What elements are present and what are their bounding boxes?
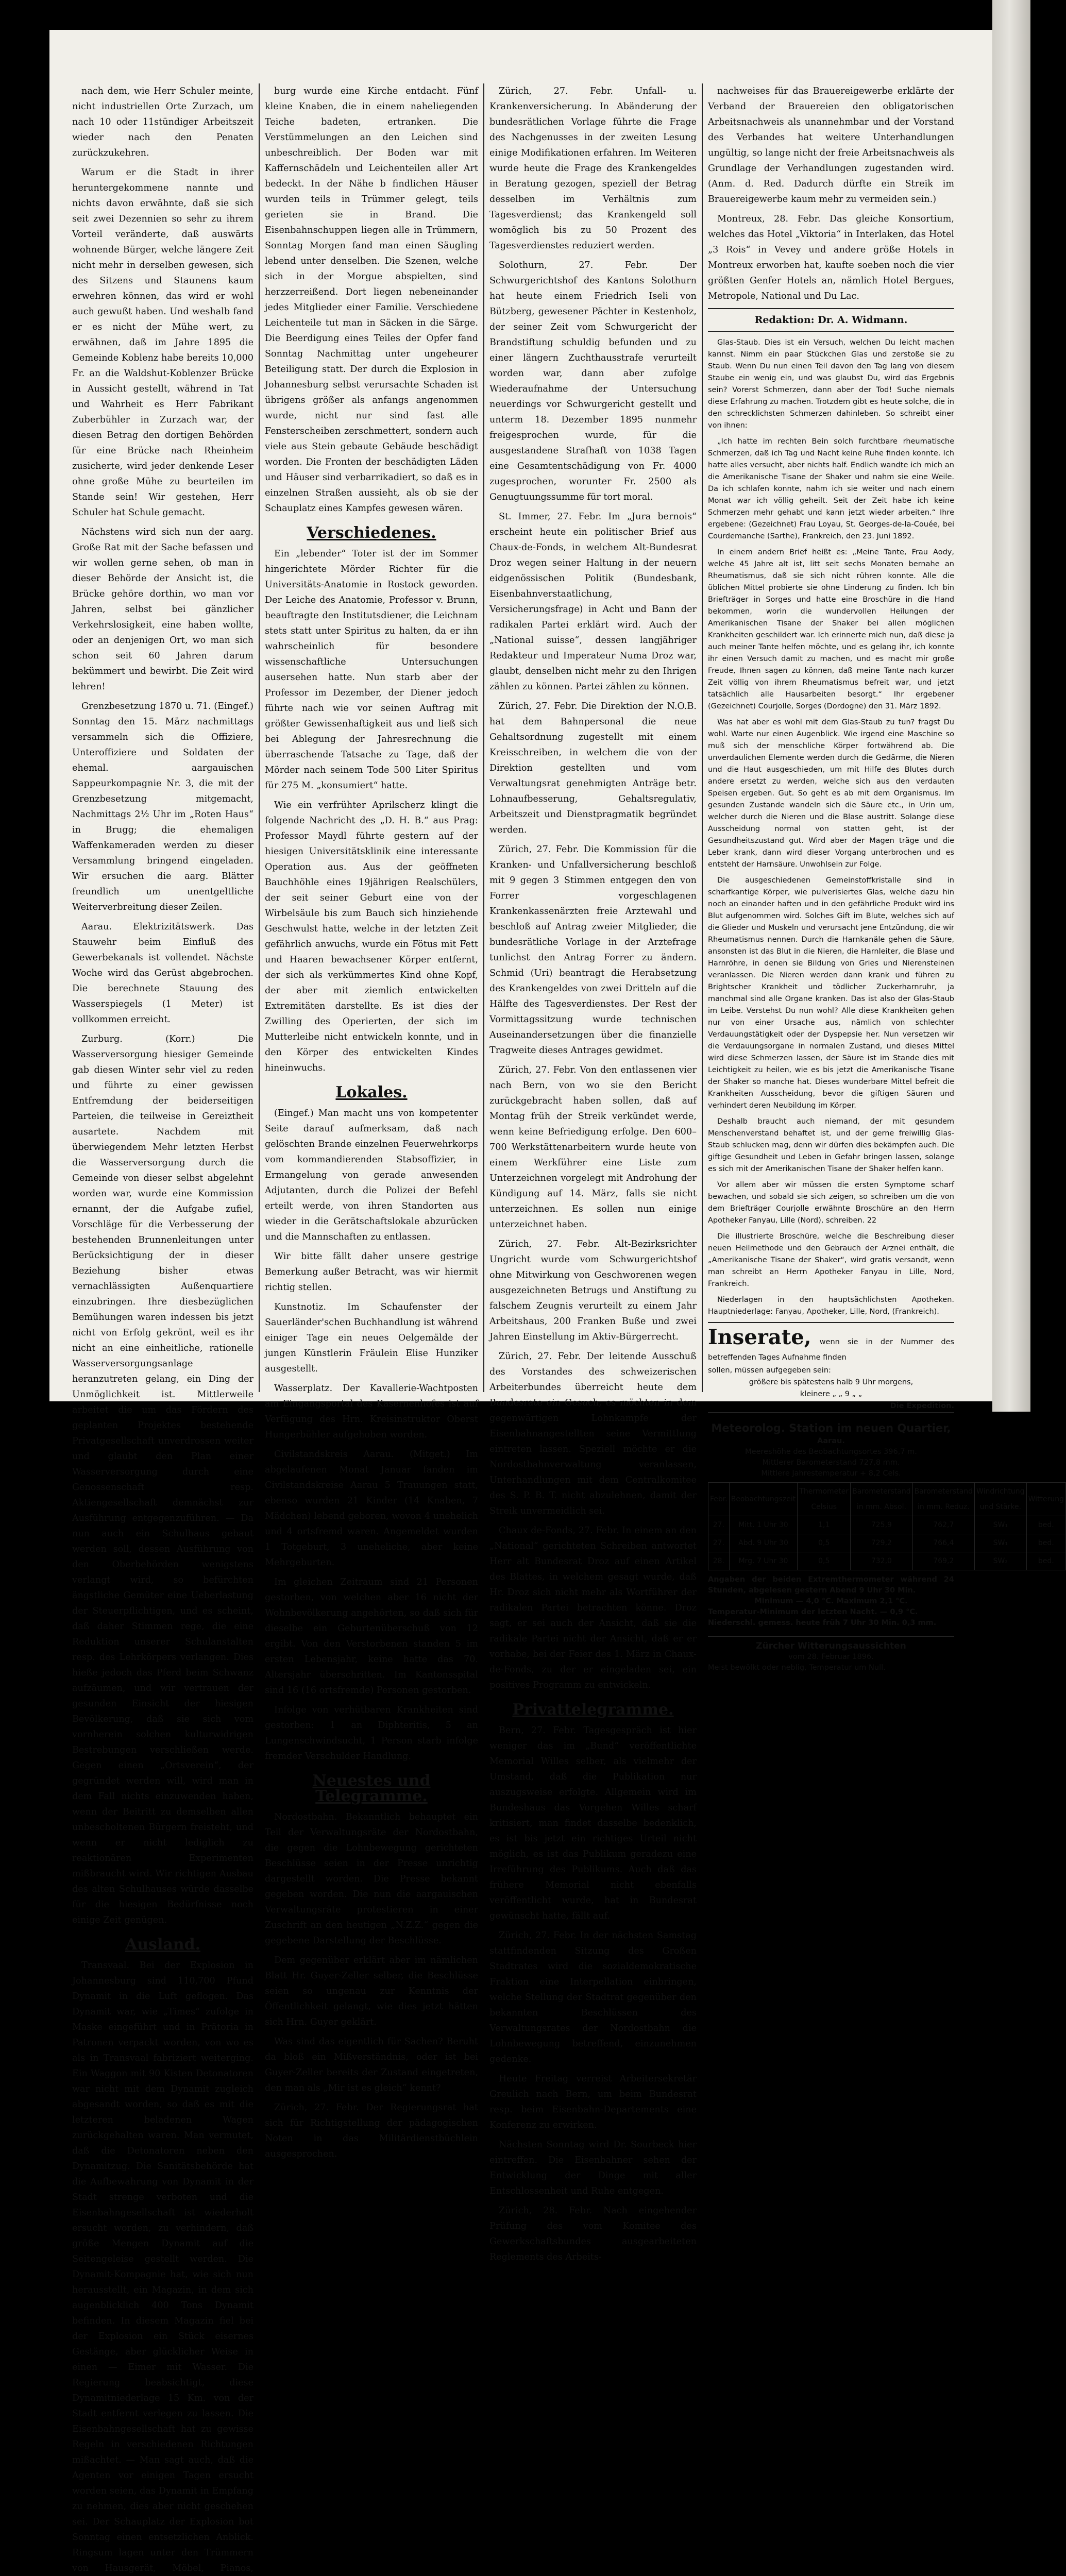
table-cell: SW₁ — [975, 1516, 1027, 1534]
article-paragraph: Wasserplatz. Der Kavallerie-Wachtposten am Eingangsportal des Kasernenhofes ist auf Verfügung des Hrn. Kreisinstruktor Oberst Hungerbühler aufgehoben worden. — [265, 1383, 478, 1440]
table-cell: 1,1 — [798, 1516, 851, 1534]
article-paragraph: Zürich, 27. Febr. Von den entlassenen vier nach Bern, von wo sie den Bericht zurückgebracht haben sollen, daß auf Montag früh der Streik verkündet werde, wenn keine Befriedigung erfolge. Den 600–700 Werkstättenarbeitern wurde heute von einem Werkführer eine Liste zum Unterzeichnen vorgelegt mit Androhung der Kündigung auf 14. März, falls sie nicht unterzeichnen. Es sollen nun einige unterzeichnet haben. — [489, 1065, 697, 1230]
article-paragraph: (Eingef.) Man macht uns von kompetenter Seite darauf aufmerksam, daß nach gelöschten Brande einzelnen Feuerwehrkorps vom kommandierenden Stabsoffizier, in Ermangelung von gerade anwesenden Adjutanten, durch die Polizei der Befehl erteilt werde, von ihren Standorten aus wieder in die Gerätschaftslokale abzurücken und die Mannschaften zu entlassen. — [265, 1108, 478, 1242]
table-cell: 729,2 — [851, 1534, 912, 1552]
article-paragraph: Kunstnotiz. Im Schaufenster der Sauerländer'schen Buchhandlung ist während einiger Tage ein neues Oelgemälde der jungen Künstlerin Fräulein Elise Hunziker ausgestellt. — [265, 1302, 478, 1374]
ad-paragraph: Die ausgeschiedenen Gemeinstoffkristalle sind in scharfkantige Körper, wie pulverisiertes Glas, welche dazu hin noch an einander haften und in den gefährliche Produkt wird ins Blut aufgenommen wird. Solches Gift im Blute, welches sich auf die Glieder und Muskeln und verursacht jene Entzündung, die wir Rheumatismus nennen. Durch die Harnkanäle gehen die Säure, ansonsten ist das Blut in die Nieren, die Harnleiter, die Blase und Harnröhre, in denen sie Bildung von Gries und Nierensteinen veranlassen. Die Nieren werden dann krank und führen zu Brightscher Krankheit und tödlicher Zuckerharnruhr, ja manchmal sind alle Organe kranken. Das ist also der Glas-Staub im Leibe. Verstehst Du nun wohl? Alle diese Krankheiten gehen nur von einer Ursache aus, nämlich von schlechter Verdauungstätigkeit oder der Dyspepsie her. Nun versetzen wir die Verdauungsorgane in normalen Zustand, und dieses Mittel wird diese Schmerzen lassen, der Säure ist im Stande dies mit Leichtigkeit zu heilen, wie es bis jetzt die Amerikanische Tisane der Shaker so manche hat. Dieses wunderbare Mittel befreit die Krankheiten Ausscheidung, bevor die giftigen Säuren und verhindert deren Neubildung im Körper. — [708, 876, 954, 1110]
page-edge — [992, 0, 1030, 1412]
table-cell: 732,0 — [851, 1552, 912, 1570]
inserate-notice — [708, 1322, 954, 1412]
table-header-row — [708, 1483, 1066, 1516]
inserate-title: Inserate, — [708, 1325, 811, 1349]
table-cell: 725,9 — [851, 1516, 912, 1534]
ad-paragraph: Deshalb braucht auch niemand, der mit gesundem Menschenverstand behaftet ist, und der gerne freiwillig Glas-Staub schlucken mag, denn wir dürfen dies bekämpfen auch. Die giftige Gesundheit und Leben in Gefahr bringen lassen, solange es sich mit der Amerikanischen Tisane der Shaker helfen kann. — [708, 1117, 954, 1173]
article-paragraph: Zürich, 27. Febr. In der nächsten Samstag stattfindenden Sitzung des Großen Stadtrates wird die sozialdemokratische Fraktion eine Interpellation einbringen, welche Stellung der Stadtrat gegenüber den bekannten Beschlüssen des Verwaltungsrates der Nordostbahn die Lohnbewegung betreffend, einzunehmen gedenke. — [489, 1930, 697, 2064]
weather-station — [708, 1412, 1064, 1673]
station-place: Aarau. — [817, 1437, 845, 1445]
col1-articles — [72, 83, 253, 1928]
forecast-box — [708, 1636, 954, 1673]
table-row — [708, 1534, 1066, 1552]
article-paragraph: Zürich, 27. Febr. Die Direktion der N.O.B. hat dem Bahnpersonal die neue Gehaltsordnung zugestellt mit einem Kreisschreiben, in welchem die von der Direktion gestellten und vom Verwaltungsrat genehmigten Anträge betr. Lohnaufbesserung, Gehaltsregulativ, Arbeitszeit und Dienstpragmatik begründet werden. — [489, 701, 697, 835]
editor-line: Redaktion: Dr. A. Widmann. — [708, 308, 954, 332]
section-heading-neuestes: Neuestes und Telegramme. — [312, 1772, 431, 1805]
table-cell: bed. — [1026, 1534, 1065, 1552]
inserate-line: wenn sie in der Nummer des betreffenden Tages Aufnahme finden — [708, 1338, 955, 1362]
table-row — [708, 1516, 1066, 1534]
ad-paragraph: Vor allem aber wir müssen die ersten Symptome scharf bewachen, und sobald sie sich zeigen, so schreiben um die von dem Briefträger Courjolle erwähnte Broschüre an den Herrn Apotheker Fanyau, Lille (Nord), schreiben. 22 — [708, 1181, 954, 1225]
forecast-text: Meist bewölkt oder neblig, Temperatur um Null. — [708, 1664, 886, 1672]
article-paragraph: Zurburg. (Korr.) Die Wasserversorgung hiesiger Gemeinde gab diesen Winter sehr viel zu reden und führte zu einer gewissen Entfremdung der beiderseitigen Parteien, die teilweise in Gereiztheit ausartete. Nachdem mit überwiegendem Mehr letzten Herbst die Wasserversorgung durch die Gemeinde von dieser selbst abgelehnt worden war, wurde eine Kommission ernannt, der die Aufgabe zufiel, Vorschläge für die Verbesserung der bestehenden Brunnenleitungen unter Berücksichtigung der in dieser Beziehung bisher etwas vernachlässigten Außenquartiere einzubringen. Ihre diesbezüglichen Bemühungen waren indessen bis jetzt nicht von Erfolg gekrönt, weil es ihr nicht an eine einheitliche, rationelle Wasserversorgungsanlage heranzutreten gelang, ein Ding der Unmöglichkeit ist. Mittlerweile arbeitet die um das Fördern des geplanten Projektes bestehende Privatgesellschaft unverdrossen weiter und glaubt den Plan einer Wasserversorgung durch eine Genossenschaft resp. Aktiengesellschaft demnächst zur Ausführung entgegenzuführen. — Da nun auch ein Schulhaus gebaut werden soll, dessen Ausführung von den Oberbehörden wenigstens verlangt wird, so befürchten ängstliche Gemüter eine Ueberlastung der Steuerpflichtigen, und es scheint, daß daher Stimmen rege, die eine Reduktion unserer Schulanstalten resp. des Lehrkörpers verlangen. Dies hieße jedoch das Pferd beim Schwanz aufzäumen, und wir vertrauen der gesunden Einsicht der hiesigen Bevölkerung, daß sie sich vom vornherein solchen kulturwidrigen Bestrebungen verschließen werde. Gegen einen „Ortsverein“, der gegründet werden will, wird man in dem Fall nichts einzuwenden haben, wenn der Beitritt zu demselben allen unbescholtenen Bürgern freisteht, und wenn er nicht lediglich zu reaktionären Experimenten mißbraucht wird. Wir richtigen Ausbau des alten Schulhauses würde dasselbe für die hiesigen Bedürfnisse noch einige Zeit genügen. — [72, 1034, 253, 1925]
article-paragraph: Heute Freitag verreist Arbeitersekretär Greulich nach Bern, um beim Bundesrat resp. beim Eisenbahn-Departements eine Konferenz zu erwirken. — [489, 2074, 697, 2130]
ad-paragraph: „Ich hatte im rechten Bein solch furchtbare rheumatische Schmerzen, daß ich Tag und Nacht keine Ruhe finden konnte. Ich hatte alles versucht, aber nichts half. Endlich wandte ich mich an die Amerikanische Tisane der Shaker und nahm sie eine Weile. Da ich schlafen konnte, nahm ich sie weiter und nach einem Monat war ich völlig geheilt. Seit der Zeit habe ich keine Schmerzen mehr gehabt und kann jetzt wieder arbeiten.“ Ihre ergebene: (Gezeichnet) Frau Loyau, St. Georges-de-la-Couée, bei Courdemanche (Sarthe), Frankreich, den 23. Juni 1892. — [708, 437, 954, 540]
station-line: Mittlere Jahrestemperatur + 8,2 Cels. — [761, 1469, 901, 1478]
inserate-line: größere bis spätestens halb 9 Uhr morgens, — [749, 1378, 913, 1386]
section-heading-lokales: Lokales. — [335, 1083, 408, 1101]
table-cell: 0,5 — [798, 1552, 851, 1570]
table-cell: 27. — [708, 1516, 730, 1534]
article-paragraph: Dem gegenüber erklärt aber im nämlichen Blatt Hr. Guyer-Zeller selber, die Beschlüsse seien so ungenau zur Kenntnis der Öffentlichkeit gelangt, wie dies jetzt hätten sich Hrn. Guyer geklärt. — [265, 1955, 478, 2027]
article-paragraph: nach dem, wie Herr Schuler meinte, nicht industriellen Orte Zurzach, um nach 10 oder 11stündiger Arbeitszeit wieder nach den Penaten zurückzukehren. — [72, 86, 253, 158]
article-paragraph: Solothurn, 27. Febr. Der Schwurgerichtshof des Kantons Solothurn hat heute einem Friedrich Iseli von Bützberg, gewesener Pächter in Kestenholz, der seiner Zeit vom Schwurgericht der Brandstiftung schuldig befunden und zu einer längern Zuchthausstrafe verurteilt worden war, dann aber zufolge Wiederaufnahme der Untersuchung neuerdings vor Schwurgericht gestellt und unterm 18. Dezember 1895 nunmehr freigesprochen wurde, für die ausgestandene Strafhaft von 1038 Tagen eine Gesamtentschädigung von Fr. 4000 zugesprochen, worunter Fr. 2500 als Genugtuungssumme für tort moral. — [489, 260, 697, 502]
article-paragraph: Zürich, 27. Febr. Der Regierungsrat hat sich für Richtigstellung der pädagogischen Noten in das Militärdienstbüchlein ausgesprochen. — [265, 2103, 478, 2159]
station-notes — [708, 1574, 954, 1629]
ad-paragraph: Niederlagen in den hauptsächlichsten Apotheken. Hauptniederlage: Fanyau, Apotheker, Lille, Nord, (Frankreich). — [708, 1296, 954, 1316]
weather-table — [708, 1482, 1066, 1570]
article-paragraph: Wie ein verfrühter Aprilscherz klingt die folgende Nachricht des „D. H. B.“ aus Prag: Professor Maydl führte gestern auf der hiesigen Universitätsklinik eine interessante Operation aus. Aus der geöffneten Bauchhöhle eines 19jährigen Realschülers, der seit seiner Geburt eine von der Wirbelsäule bis zum Bauch sich hinziehende Geschwulst hatte, welche in der letzten Zeit gefährlich anwuchs, wurde ein Fötus mit Fett und Haaren bewachsener Körper entfernt, der sich als verkümmertes Kind ohne Kopf, der aber mit ziemlich entwickelten Extremitäten darstellte. Es ist dies der Zwilling des Operierten, der sich im Mutterleibe nicht entwickeln konnte, und in den Körper des entwickelten Kindes hineinwuchs. — [265, 800, 478, 1073]
column-1 — [72, 83, 253, 2573]
article-paragraph: Zürich, 27. Febr. Unfall- u. Krankenversicherung. In Abänderung der bundesrätlichen Vorlage führte die Frage des Nachgenusses in der zweiten Lesung einige Modifikationen erfahren. Im Weiteren wurde heute die Frage des Krankengeldes in Beratung gezogen, speziell der Betrag desselben im Verhältnis zum Tagesverdienst; das Krankengeld soll womöglich bis zu 50 Prozent des Tagesverdienstes reduziert werden. — [489, 86, 697, 251]
column-4 — [708, 83, 1064, 1672]
section-heading-verschiedenes: Verschiedenes. — [307, 524, 436, 542]
table-cell: Mitt. 1 Uhr 30 — [729, 1516, 798, 1534]
column-rule — [702, 83, 703, 1392]
table-cell: 0,5 — [798, 1534, 851, 1552]
table-header: Barometerstand in mm. Reduz. — [912, 1483, 974, 1516]
table-header: Febr. — [708, 1483, 730, 1516]
article-paragraph: Zürich, 27. Febr. Alt-Bezirksrichter Ungricht wurde vom Schwurgerichtshof ohne Mitwirkung von Geschworenen wegen ausgezeichneten Betrugs und Anstiftung zu falschem Zeugnis verurteilt zu einem Jahr Arbeitshaus, 200 Franken Buße und zwei Jahren Einstellung im Aktiv-Bürgerrecht. — [489, 1239, 697, 1342]
article-paragraph: Nächstens wird sich nun der aarg. Große Rat mit der Sache befassen und wir wollen gerne sehen, ob man in dieser Behörde der Ansicht ist, die Brücke gehöre dorthin, wo man vor Jahren, selbst bei gänzlicher Verkehrslosigkeit, eine haben wollte, oder an denjenigen Ort, wo man sich schon seit 60 Jahren darum bekümmert und bewirbt. Die Zeit wird lehren! — [72, 527, 253, 692]
column-3 — [489, 83, 697, 2262]
article-paragraph: Zürich, 27. Febr. Die Kommission für die Kranken- und Unfallversicherung beschloß mit 9 gegen 3 Stimmen entgegen den von Forrer vorgeschlagenen Krankenkassenärzten freie Arztewahl und beschloß auf Antrag zweier Mitglieder, die bundesrätliche Vorlage in der Arztefrage tunlichst den Antrag Forrer zu ändern. Schmid (Uri) beantragt die Herabsetzung des Krankengeldes von zwei Dritteln auf die Hälfte des Tagesverdienstes. Der Rest der Vormittagssitzung wurde technischen Auseinandersetzungen über die finanzielle Tragweite dieses Antrages gewidmet. — [489, 844, 697, 1056]
table-row — [708, 1552, 1066, 1570]
table-header: Barometerstand in mm. Absol. — [851, 1483, 912, 1516]
station-note: Angaben der beiden Extremthermometer während 24 Stunden, abgelesen gestern Abend 9 Uhr 30 Min. — [708, 1575, 954, 1595]
article-paragraph: Aarau. Elektrizitätswerk. Das Stauwehr beim Einfluß des Gewerbekanals ist vollendet. Nächste Woche wird das Gerüst abgebrochen. Die berechnete Stauung des Wasserspiegels (1 Meter) ist vollkommen erreicht. — [72, 922, 253, 1025]
station-note: Niederschl. gemess. heute früh 7 Uhr 30 Min. 0,3 mm. — [708, 1619, 937, 1627]
article-paragraph: burg wurde eine Kirche entdacht. Fünf kleine Knaben, die in einem naheliegenden Teiche badeten, ertranken. Die Verstümmelungen an den Leichen sind unbeschreiblich. Der Boden war mit Kaffernschädeln und Leichenteilen aller Art bedeckt. In der Nähe b findlichen Häuser wurden teils in Trümmer gelegt, teils gerieten sie in Brand. Die Eisenbahnschuppen liegen alle in Trümmern, Sonntag Morgen fand man einen Säugling lebend unter denselben. Die Szenen, welche sich in der Morgue abspielten, sind herzzerreißend. Dort liegen nebeneinander jedes Mitglieder einer Familie. Verschiedene Leichenteile tut man in Säcken in die Särge. Die Beerdigung eines Teiles der Opfer fand Sonntag Nachmittag unter ungeheurer Beteiligung statt. Der durch die Explosion in Johannesburg selbst verursachte Schaden ist übrigens größer als anfangs angenommen wurde, nicht nur sind fast alle Fensterscheiben zerschmettert, sondern auch viele aus Stein gebaute Gebäude beschädigt worden. Die Fronten der beschädigten Läden und Häuser sind verbarrikadiert, so daß es in einzelnen Straßen aussieht, als ob sie der Schauplatz eines Kampfes gewesen wären. — [265, 86, 478, 514]
forecast-date: vom 28. Februar 1896. — [788, 1653, 874, 1661]
newspaper-page — [49, 30, 1064, 2573]
article-paragraph: Civilstandskreis Aarau. (Mitget.) Im abgelaufenen Monat Januar fanden im Civilstandskreise Aarau 5 Trauungen statt, ebenso wurden 21 Kinder (14 Knaben, 7 Mädchen) lebend geboren, wovon 4 unehelich und 4 ortsfremd waren. Angemeldet wurden 1 Totgeburt, 3 uneheliche, aber keine Mehrgeburten. — [265, 1449, 478, 1568]
station-line: Mittlerer Barometerstand 727,8 mm. — [762, 1459, 900, 1467]
ad-paragraph: In einem andern Brief heißt es: „Meine Tante, Frau Aody, welche 45 Jahre alt ist, litt seit sechs Monaten bernahe an Rheumatismus, daß sie sich nicht rühren konnte. Alle die üblichen Mittel probierte sie ohne Linderung zu finden. Ich bin Briefträger in Sorges und hatte eine Broschüre in die Hand bekommen, worin die wundervollen Heilungen der Amerikanischen Tisane der Shaker bei allen möglichen Krankheiten geschildert war. Ich erinnerte mich nun, daß diese ja auch meiner Tante helfen möchte, und es gelang ihr, ich konnte ihr einen Versuch damit zu machen, und es macht mir große Freude, Ihnen sagen zu können, daß meine Tante nach kurzer Zeit völlig von ihrem Rheumatismus befreit war, und jetzt tatsächlich alle Hausarbeiten besorgt.“ Ihr ergebener (Gezeichnet) Courjolle, Sorges (Dordogne) den 31. März 1892. — [708, 548, 954, 710]
article-paragraph: Bern, 27. Febr. Tagesgespräch ist hier weniger das im „Bund“ veröffentlichte Memorial Willes selber, als vielmehr der Umstand, daß die Publikation nur auszugsweise erfolgte. Allgemein wird im Bundeshaus das Vorgehen Willes scharf kritisiert, man findet dasselbe bedenklich, es ist bis jetzt ein richtiges Urteil nicht möglich, es ist das Publikum geradezu eine Irreführung des Publikums. Auch daß das frühere Memorial nicht ebenfalls veröffentlicht wurde, hat in Bundesrat gewünscht hatte, fällt auf. — [489, 1725, 697, 1921]
table-cell: bed. — [1026, 1516, 1065, 1534]
advertisement-glas-staub — [708, 337, 954, 1318]
inserate-line: kleinere „ „ 9 „ „ — [800, 1390, 862, 1398]
article-paragraph: Nächsten Sonntag wird Dr. Sourbeck hier eintreffen. Die Eisenbahner sehen der Entwicklung der Dinge mit aller Entschlossenheit und Ruhe entgegen. — [489, 2140, 697, 2196]
article-paragraph: Wir bitte fällt daher unsere gestrige Bemerkung außer Betracht, was wir hiermit richtig stellen. — [265, 1251, 478, 1293]
table-header: Beobachtungszeit — [729, 1483, 798, 1516]
article-paragraph: Transvaal. Bei der Explosion in Johannesburg sind 110,700 Pfund Dynamit in die Luft geflogen. Das Dynamit war, wie „Times“ zufolge in Maske eingeführt und in Prätoria in Patronen verpackt worden, von wo es als in Transvaal fabriziert weiterging. Ein Waggon mit 90 Kisten Detonatoren war nicht mit dem Dynamit zugleich abgesandt worden, so daß es mit die letzteren beladenen Wagen zurückgehalten waren. Man vermutet, daß die Detonatoren neben den Dynamitzug. Die Sanitätsbehörde hat die Aufbewahrung von Dynamit in der Stadt strenge verboten und die Eisenbahngesellschaft ist wiederholt ersucht worden, zu verhindern, daß größe Mengen Dynamit auf die Seitengeleise gestellt werden. Die Dynamit-Kompagnie hat, wie sich nun herausstellt, ein Magazin, in dem sich augenblicklich 400 Tons Dynamit befinden. In diesem Magazin fiel bei der Explosion ein Stück eisernes Gestänge, aber glücklicher Weise in einen — Eimer mit Wasser. Die Regierung beabsichtigt, diese Dynamitniederlage 15 Km. von der Stadt entfernt verlegen zu lassen. Die Eisenbahngesellschaft hat zu gewisse Regeln in verschiedenen Richtungen mißachtet. — Man sagt auch, daß die Agenten vor einigen Tagen ersucht worden seien, das Dynamit in Empfang zu nehmen, dies aber nicht geschehen sei. Der Schauplatz der Explosion bot Sonntag einen entsetzlichen Anblick. Ringsum lagen unter den Trümmern von Hausgerät, Möbel, Pianos, — [72, 1960, 253, 2573]
article-paragraph: Montreux, 28. Febr. Das gleiche Konsortium, welches das Hotel „Viktoria“ in Interlaken, das Hotel „3 Rois“ in Vevey und andere größe Hotels in Montreux erworben hat, kaufte soeben noch die vier größten Genfer Hotels an, nämlich Hotel Bergues, Metropole, National und Du Lac. — [708, 214, 954, 301]
section-heading-ausland: Ausland. — [125, 1936, 201, 1954]
station-note: Temperatur-Minimum der letzten Nacht. — 0,9 °C. — [708, 1608, 918, 1616]
article-paragraph: Zürich, 28. Febr. Nach eingehender Prüfung des vom Komitee des Gewerkschaftsbundes ausgearbeiteten Reglements des Arbeits- — [489, 2206, 697, 2262]
inserate-line: sollen, müssen aufgegeben sein: — [708, 1366, 831, 1375]
table-header: Witterung — [1026, 1483, 1065, 1516]
ad-paragraph: Die illustrierte Broschüre, welche die Beschreibung dieser neuen Heilmethode und den Gebrauch der Arznei enthält, die „Amerikanische Tisane der Shaker“, wird gratis versandt, wenn man schreibt an Herrn Apotheker Fanyau in Lille, Nord, Frankreich. — [708, 1232, 954, 1288]
ad-paragraph: Glas-Staub. Dies ist ein Versuch, welchen Du leicht machen kannst. Nimm ein paar Stückchen Glas und zerstoße sie zu Staub. Wenn Du nun einen Teil davon den Tag lang von diesem Staube ein wenig ein, und was glaubst Du, wird das Ergebnis sein? Vorerst Schmerzen, dann aber der Tod! Suche niemals diese Erfahrung zu machen. Trotzdem gibt es heute solche, die in den schrecklichsten Schmerzen dahinleben. So schreibt einer von ihnen: — [708, 338, 954, 430]
article-paragraph: Warum er die Stadt in ihrer heruntergekommene nannte und nichts davon erwähnte, daß sie sich seit zwei Dezennien so sehr zu ihrem Vorteil veränderte, daß auswärts wohnende Bürger, welche längere Zeit nicht mehr in derselben gewesen, sich des Sitzens und Staunens kaum erwehren können, das wird er wohl auch gewußt haben. Und weshalb fand er es nicht der Mühe wert, zu erwähnen, daß im Jahre 1895 die Gemeinde Koblenz habe bereits 10,000 Fr. an die Waldshut-Koblenzer Brücke in Aussicht gestellt, während in Tat und Wahrheit es Herr Fabrikant Zuberbühler in Zurzach war, der diesen Betrag den dortigen Behörden für eine Brücke nach Rheinheim zusicherte, wird jeder denkende Leser ohne große Mühe zu beurteilen im Stande sein! Wir gestehen, Herr Schuler hat Schule gemacht. — [72, 167, 253, 518]
station-title: Meteorolog. Station im neuen Quartier, — [711, 1422, 951, 1434]
table-cell: 766,4 — [912, 1534, 974, 1552]
station-line: Meereshöhe des Beobachtungsortes 396,7 m. — [745, 1448, 917, 1456]
table-cell: SW₂ — [975, 1552, 1027, 1570]
table-cell: SW₁ — [975, 1534, 1027, 1552]
article-paragraph: Nordostbahn. Bekanntlich behauptet ein Teil der Verwaltungsräte der Nordostbahn, die gegen die Lohnbewegung gerichteten Beschlüsse seien in der Presse unrichtig dargestellt worden. Die Presse bekannt gegeben worden. Die nun die aargauischen Verwaltungsräte protestieren in einer Zuschrift an den heutigen „N.Z.Z.“ gegen die gegebene Darstellung der Beschlüsse. — [265, 1812, 478, 1946]
article-paragraph: Chaux de-Fonds, 27. Febr. In einem an den „National“ gerichteten Schreiben antwortet Herr alt Bundesrat Droz auf einen Artikel des Blattes, in welchem gesagt wurde, daß Hr. Droz sich nicht mehr als Wortführer der radikalen Partei betrachten könne. Droz sagt, er sei auch der Ansicht, daß sie die radikale Partei nicht der Ansicht, daß er er vorhabe, bei der Feier des 1. März in Chaux-de-Fonds, zu der er eingeladen sei, ein positives Programm zu entwickeln. — [489, 1526, 697, 1690]
article-paragraph: Zürich, 27. Febr. Der leitende Ausschuß des Vorstandes des schweizerischen Arbeiterbundes überreicht heute dem Bundesrate ein Gesuch, es möchten in dem gegenwärtigen Lohnkampfe der Eisenbahnangestellten seine Vermittlung eintreten lassen. Speziell möchte er die Nordostbahnverwaltung veranlassen, Unterhandlungen mit dem Centralkomitee des S. P. B. T. nicht abzulehnen, damit der Streik unvermeidlich sei. — [489, 1351, 697, 1516]
table-cell: 762,7 — [912, 1516, 974, 1534]
article-paragraph: Grenzbesetzung 1870 u. 71. (Eingef.) Sonntag den 15. März nachmittags versammeln sich die Offiziere, Unteroffiziere und Soldaten der ehemal. aargauischen Sappeurkompagnie Nr. 3, die mit der Grenzbesetzung mitgemacht, Nachmittags 2½ Uhr im „Roten Haus“ in Brugg; die ehemaligen Waffenkameraden werden zu dieser Versammlung bringend eingeladen. Wir ersuchen die aarg. Blätter freundlich um unentgeltliche Weiterverbreitung dieser Zeilen. — [72, 701, 253, 912]
article-paragraph: Was sind das eigentlich für Sachen? Beruht da bloß ein Mißverständnis, oder ist bei Guyer-Zeller bereits der Zustand eingetreten, den man als „Mir ist es gleich“ kennt? — [265, 2037, 478, 2093]
column-rule — [259, 83, 260, 1392]
table-cell: Abd. 9 Uhr 30 — [729, 1534, 798, 1552]
article-paragraph: Im gleichen Zeitraum sind 21 Personen gestorben, von welchen aber 16 nicht der Wohnbevölkerung angehörten, so daß sich für dieselbe ein Geburtenüberschuß von 12 ergibt. Von den Verstorbenen standen 5 im ersten Lebensjahr, keine hatte das 70. Altersjahr überschritten. Im Kantonsspital sind 16 (16 ortsfremde) Personen gestorben. — [265, 1577, 478, 1696]
article-paragraph: nachweises für das Brauereigewerbe erklärte der Verband der Brauereien den obligatorischen Arbeitsnachweis als unannehmbar und der Vorstand des Verbandes hat weitere Unterhandlungen ungültig, so lange nicht der freie Arbeitsnachweis als Grundlage der Verhandlungen zugestanden wird. (Anm. d. Red. Dadurch dürfte ein Streik im Brauereigewerbe kaum mehr zu vermeiden sein.) — [708, 86, 954, 205]
forecast-title: Zürcher Witterungsaussichten — [756, 1641, 906, 1651]
article-paragraph: Ein „lebender“ Toter ist der im Sommer hingerichtete Mörder Richter für die Universitäts-Anatomie in Rostock geworden. Der Leiche des Anatomie, Professor v. Brunn, beauftragte den Institutsdiener, die Leichnam stets statt unter Spiritus zu halten, da er ihn wahrscheinlich für besondere wissenschaftliche Untersuchungen ausersehen hatte. Nun starb aber der Professor im Dezember, der Diener jedoch führte nach wie vor seinen Auftrag mit größter Gewissenhaftigkeit aus und ließ sich bei Ablegung der Jahresrechnung die überraschende Tatsache zu Tage, daß der Mörder nach seinem Tode 500 Liter Spiritus für 275 M. „konsumiert“ hatte. — [265, 549, 478, 791]
table-cell: bed. — [1026, 1552, 1065, 1570]
column-2 — [265, 83, 478, 2159]
table-header: Thermometer Celsius — [798, 1483, 851, 1516]
table-cell: Mrg. 7 Uhr 30 — [729, 1552, 798, 1570]
section-heading-privattelegramme: Privattelegramme. — [512, 1701, 674, 1719]
table-cell: 28. — [708, 1552, 730, 1570]
ad-paragraph: Was hat aber es wohl mit dem Glas-Staub zu tun? fragst Du wohl. Warte nur einen Augenblick. Wie irgend eine Maschine so muß sich der menschliche Körper fortwährend ab. Die unverdaulichen Elemente werden durch die Gedärme, die Nieren und die Haut ausgeschieden, um mit Hilfe des Blutes durch andere ersetzt zu werden, welche sich aus den verdauten Speisen ergeben. Gut. So geht es ab mit dem Organismus. Im gesunden Zustande wandeln sich die Säure etc., in Urin um, welcher durch die Nieren und die Blase austritt. Solange diese Ausscheidung normal von statten geht, ist der Gesundheitszustand gut. Wird aber der Magen träge und die Leber krank, dann wird dieser Vorgang unterbrochen und es entsteht der Harnsäure. Unwohlsein zur Folge. — [708, 718, 954, 869]
table-cell: 27. — [708, 1534, 730, 1552]
table-cell: 769,2 — [912, 1552, 974, 1570]
column-rule — [483, 83, 484, 1392]
inserate-signature: Die Expedition. — [890, 1402, 954, 1410]
station-note: Minimum — 4,0 °C. Maximum 2,1 °C. — [754, 1597, 908, 1605]
article-paragraph: Infolge von verhütbaren Krankheiten sind gestorben: 1 an Diphteritis, 5 an Lungenschwindsucht, 1 Person starb infolge fremder Verschulder Handlung. — [265, 1705, 478, 1761]
article-paragraph: St. Immer, 27. Febr. Im „Jura bernois“ erscheint heute ein politischer Brief aus Chaux-de-Fonds, in welchem Alt-Bundesrat Droz wegen seiner Haltung in der neuern eidgenössischen Politik (Bundesbank, Eisenbahnverstaatlichung, Versicherungsfrage) in Acht und Bann der radikalen Partei erklärt wird. Auch der „National suisse“, dessen langjähriger Redakteur und Imperateur Numa Droz war, glaubt, denselben nicht mehr zu den Ihrigen zählen zu können. Partei zählen zu können. — [489, 512, 697, 692]
table-header: Windrichtung und Stärke. — [975, 1483, 1027, 1516]
